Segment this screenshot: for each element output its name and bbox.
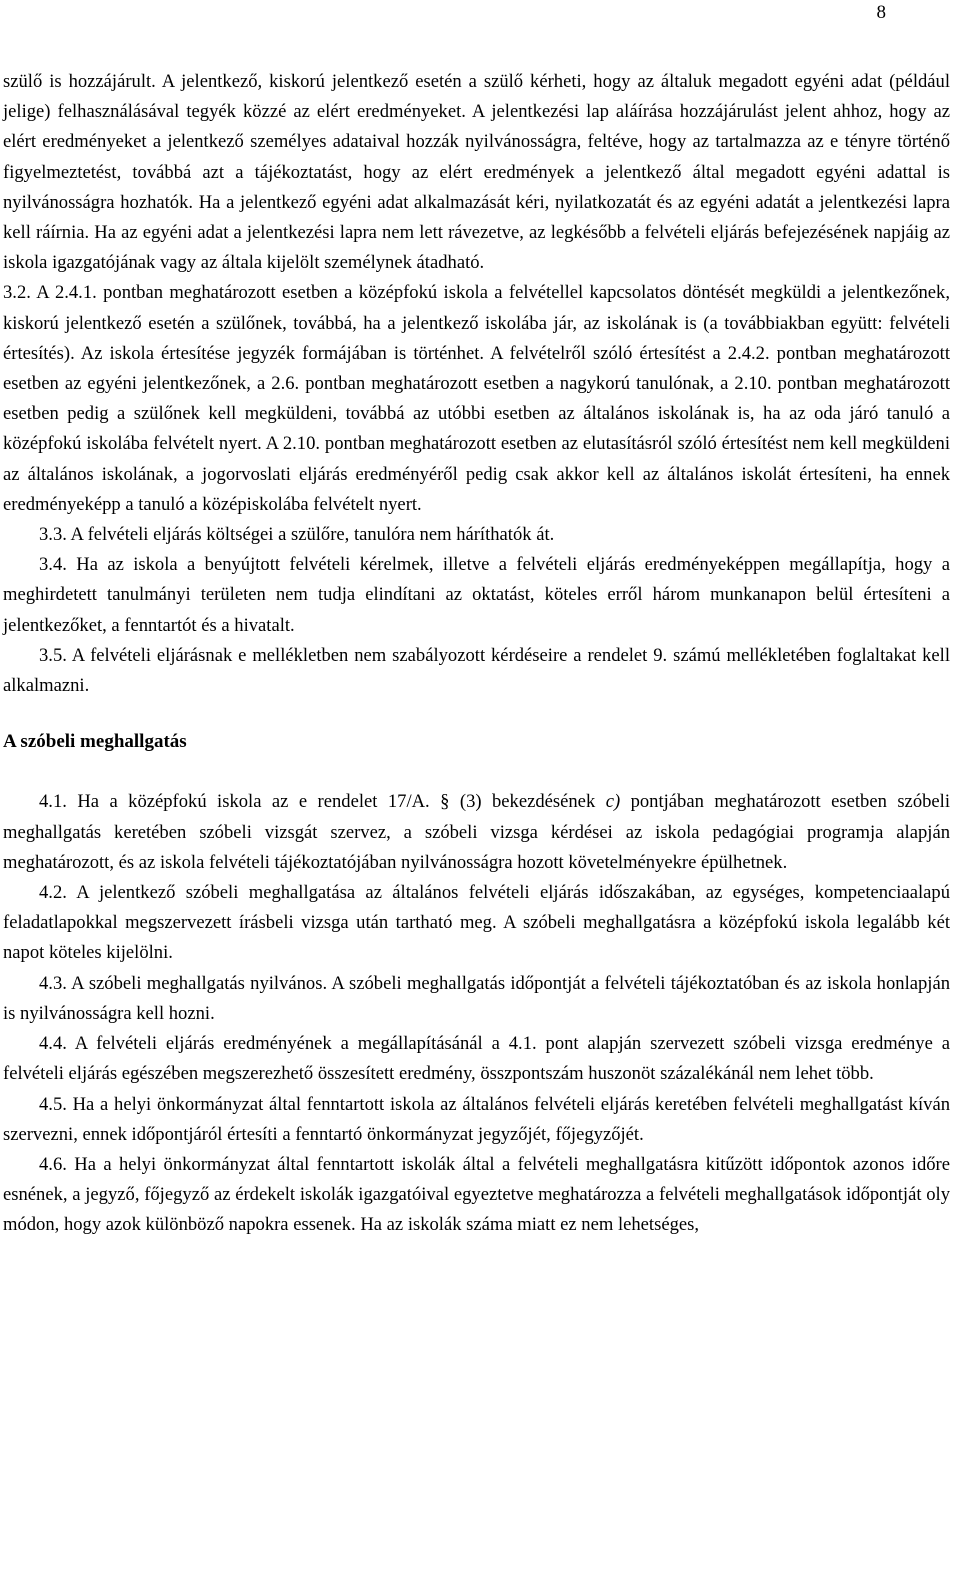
page-number: 8: [876, 2, 886, 23]
paragraph-4-1-point: c): [605, 791, 621, 813]
paragraph-4-1-end: pontjában meghatározott esetben szóbeli meghallgatás keretében szóbeli vizsgát szervez, a szóbeli vizsga kérdései az iskola pedagógiai programja alapján meghatározott, és az iskola felvételi tájékoztatójában nyilvánosságra hozott követelményekre épülhetnek.: [3, 791, 950, 873]
paragraph-3-2: 3.2. A 2.4.1. pontban meghatározott esetben a középfokú iskola a felvétellel kapcsolatos döntését megküldi a jelentkezőnek, kiskorú jelentkező esetén a szülőnek, továbbá, ha a jelentkező iskolába jár, az iskolának is (a továbbiakban együtt: felvételi értesítés). Az iskola értesítése jegyzék formájában is történhet. A felvételről szóló értesítést a 2.4.2. pontban meghatározott esetben az egyéni jelentkezőnek, a 2.6. pontban meghatározott esetben a nagykorú tanulónak, a 2.10. pontban meghatározott esetben pedig a szülőnek kell megküldeni, továbbá az utóbbi esetben az általános iskolának is, ha az oda járó tanuló a középfokú iskolába felvételt nyert. A 2.10. pontban meghatározott esetben az elutasításról szóló értesítést nem kell megküldeni az általános iskolának, a jogorvoslati eljárás eredményéről pedig csak akkor kell az általános iskolát értesíteni, ha ennek eredményeképp a tanuló a középiskolába felvételt nyert.: [3, 282, 950, 515]
paragraph-3-4: 3.4. Ha az iskola a benyújtott felvételi kérelmek, illetve a felvételi eljárás eredményeképpen megállapítja, hogy a meghirdetett tanulmányi területen nem tudja elindítani az oktatást, köteles erről három munkanapon belül értesíteni a jelentkezőket, a fenntartót és a hivatalt.: [3, 554, 950, 636]
paragraph-4-6: 4.6. Ha a helyi önkormányzat által fenntartott iskolák által a felvételi meghallgatásra kitűzött időpontok azonos időre esnének, a jegyző, főjegyző az érdekelt iskolák igazgatóival egyeztetve meghatározza a felvételi meghallgatások időpontját oly módon, hogy azok különböző napokra essenek. Ha az iskolák száma miatt ez nem lehetséges,: [3, 1153, 950, 1236]
paragraph-4-5: 4.5. Ha a helyi önkormányzat által fenntartott iskola az általános felvételi eljárás keretében felvételi meghallgatást kíván szervezni, ennek időpontjáról értesíti a fenntartó önkormányzat jegyzőjét, főjegyzőjét.: [3, 1093, 950, 1145]
paragraph-4-2: 4.2. A jelentkező szóbeli meghallgatása az általános felvételi eljárás időszakában, az egységes, kompetenciaalapú feladatlapokkal megszervezett írásbeli vizsga után tartható meg. A szóbeli meghallgatásra a középfokú iskola legalább két napot köteles kijelölni.: [3, 882, 950, 964]
paragraph-4-3: 4.3. A szóbeli meghallgatás nyilvános. A szóbeli meghallgatás időpontját a felvételi tájékoztatóban és az iskola honlapján is nyilvánosságra kell hozni.: [3, 972, 950, 1024]
section-heading: A szóbeli meghallgatás: [3, 731, 187, 753]
document-body: [3, 67, 950, 1241]
paragraph-4-1: [3, 787, 950, 878]
paragraph-3-3: 3.3. A felvételi eljárás költségei a szülőre, tanulóra nem háríthatók át.: [39, 524, 555, 546]
paragraph-4-4: 4.4. A felvételi eljárás eredményének a megállapításánál a 4.1. pont alapján szervezett szóbeli vizsga eredménye a felvételi eljárás egészében megszerezhető összesített eredmény, összpontszám huszonöt százalékánál nem lehet több.: [3, 1033, 950, 1085]
paragraph-3-5: 3.5. A felvételi eljárásnak e mellékletben nem szabályozott kérdéseire a rendelet 9. számú mellékletében foglaltakat kell alkalmazni.: [3, 644, 950, 697]
paragraph-consent: szülő is hozzájárult. A jelentkező, kiskorú jelentkező esetén a szülő kérheti, hogy az általuk megadott egyéni adat (például jelige) felhasználásával tegyék közzé az elért eredményeket. A jelentkezési lap aláírása hozzájárulást jelent ahhoz, hogy az elért eredményeket a jelentkező személyes adataival hozzák nyilvánosságra, feltéve, hogy az tartalmazza az e tényre történő figyelmeztetést, továbbá azt a tájékoztatást, hogy az elért eredmények a jelentkező által megadott egyéni adattal is nyilvánosságra hozhatók. Ha a jelentkező egyéni adat alkalmazását kéri, nyilatkozatát és az egyéni adatát a jelentkezési lapra kell ráírnia. Ha az egyéni adat a jelentkezési lapra nem lett rávezetve, az legkésőbb a felvételi eljárás befejezésének napjáig az iskola igazgatójának vagy az általa kijelölt személynek átadható.: [3, 71, 950, 274]
paragraph-4-1-start: 4.1. Ha a középfokú iskola az e rendelet 17/A. § (3) bekezdésének: [39, 791, 606, 813]
